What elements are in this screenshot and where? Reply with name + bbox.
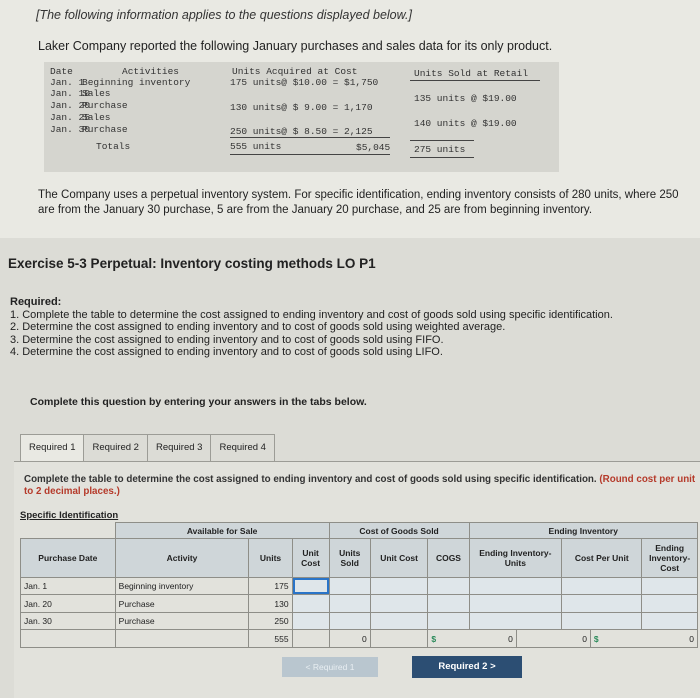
perpetual-description: The Company uses a perpetual inventory system. For specific identification, ending inventory consists of 280 units, where 250 are from the January 30 purchase, 5 are from the January 20 purchase, and 25 are from beginning inventory. xyxy=(38,189,679,216)
purchase-date: Jan. 1 xyxy=(21,577,116,595)
prev-button[interactable]: < Required 1 xyxy=(282,657,378,677)
total-ending-cost: 0 xyxy=(642,630,698,648)
col-header-activities: Activities xyxy=(122,66,180,77)
tab-required-1[interactable]: Required 1 xyxy=(20,434,84,462)
panel-instruction xyxy=(24,474,700,498)
header-cost-per-unit: Cost Per Unit xyxy=(562,539,642,578)
header-unit-cost: Unit Cost xyxy=(292,539,329,578)
header-activity: Activity xyxy=(115,539,249,578)
row-date: Jan. 30 xyxy=(50,124,90,135)
required-list xyxy=(10,296,613,359)
row-activity: Purchase xyxy=(82,100,128,111)
exercise-title: Exercise 5-3 Perpetual: Inventory costing methods LO P1 xyxy=(8,256,376,271)
unit-cost-sold-input[interactable] xyxy=(370,612,428,630)
required-item: 2. Determine the cost assigned to ending inventory and to cost of goods sold using weighted average. xyxy=(10,321,506,333)
row-acquired: 130 units@ $ 9.00 = 1,170 xyxy=(230,102,373,113)
col-header-date: Date xyxy=(50,66,73,77)
row-acquired: 250 units@ $ 8.50 = 2,125 xyxy=(230,126,373,137)
cogs-input[interactable] xyxy=(428,595,469,613)
cost-per-unit-input[interactable] xyxy=(562,577,642,595)
tab-required-3[interactable]: Required 3 xyxy=(147,434,211,462)
header-units: Units xyxy=(249,539,292,578)
group-header-ending: Ending Inventory xyxy=(469,523,697,539)
totals-cost: $5,045 xyxy=(356,142,391,153)
row-acquired: 175 units@ $10.00 = $1,750 xyxy=(230,77,379,88)
purchases-sales-table xyxy=(44,62,559,172)
next-button[interactable]: Required 2 > xyxy=(412,656,522,678)
row-date: Jan. 10 xyxy=(50,88,90,99)
unit-cost-input[interactable] xyxy=(292,595,329,613)
table-row xyxy=(21,595,698,613)
row-activity: Sales xyxy=(82,88,111,99)
purchase-date: Jan. 30 xyxy=(21,612,116,630)
col-header-sold: Units Sold at Retail xyxy=(414,68,529,79)
ending-cost-input[interactable] xyxy=(642,595,698,613)
cogs-currency: $ xyxy=(431,633,437,644)
required-heading: Required: xyxy=(10,296,62,308)
tab-required-2[interactable]: Required 2 xyxy=(83,434,147,462)
cogs-input[interactable] xyxy=(428,577,469,595)
row-activity: Sales xyxy=(82,112,111,123)
table-row xyxy=(21,577,698,595)
required-item: 4. Determine the cost assigned to ending inventory and to cost of goods sold using LIFO. xyxy=(10,346,443,358)
ending-currency: $ xyxy=(593,633,599,644)
purchase-date: Jan. 20 xyxy=(21,595,116,613)
required-tabs xyxy=(20,434,274,462)
total-cogs: 0 xyxy=(469,630,516,648)
ending-units-input[interactable] xyxy=(469,577,562,595)
required-item: 3. Determine the cost assigned to ending inventory and to cost of goods sold using FIFO. xyxy=(10,333,444,346)
totals-row xyxy=(21,630,698,648)
header-unit-cost-2: Unit Cost xyxy=(370,539,428,578)
units-sold-input[interactable] xyxy=(329,612,370,630)
units-sold-input[interactable] xyxy=(329,595,370,613)
header-ending-cost: Ending Inventory- Cost xyxy=(642,539,698,578)
header-cogs: COGS xyxy=(428,539,469,578)
group-header-available: Available for Sale xyxy=(115,523,329,539)
activity: Purchase xyxy=(115,595,249,613)
row-date: Jan. 20 xyxy=(50,100,90,111)
totals-sold: 275 units xyxy=(414,144,466,155)
total-units: 555 xyxy=(249,630,292,648)
group-header-cogs: Cost of Goods Sold xyxy=(329,523,469,539)
rounding-note: (Round cost per unit to 2 decimal places.) xyxy=(24,474,696,497)
row-date: Jan. 1 xyxy=(50,77,85,88)
cogs-input[interactable] xyxy=(428,612,469,630)
totals-units: 555 units xyxy=(230,141,282,152)
col-header-acquired: Units Acquired at Cost xyxy=(232,66,358,77)
required-item: 1. Complete the table to determine the cost assigned to ending inventory and cost of goods sold using specific identification. xyxy=(10,308,613,321)
ending-cost-input[interactable] xyxy=(642,577,698,595)
ending-units-input[interactable] xyxy=(469,612,562,630)
section-label: Specific Identification xyxy=(20,510,119,521)
ending-units-input[interactable] xyxy=(469,595,562,613)
totals-label: Totals xyxy=(96,141,131,152)
tab-required-4[interactable]: Required 4 xyxy=(210,434,274,462)
header-ending-units: Ending Inventory- Units xyxy=(469,539,562,578)
cost-per-unit-input[interactable] xyxy=(562,612,642,630)
intro-text: Laker Company reported the following January purchases and sales data for its only product. xyxy=(38,39,553,53)
specific-identification-table xyxy=(20,522,698,648)
table-row xyxy=(21,612,698,630)
units-value: 130 xyxy=(249,595,292,613)
total-units-sold: 0 xyxy=(329,630,370,648)
unit-cost-input[interactable] xyxy=(292,612,329,630)
header-purchase-date: Purchase Date xyxy=(21,539,116,578)
unit-cost-input[interactable] xyxy=(292,577,329,595)
unit-cost-sold-input[interactable] xyxy=(370,595,428,613)
row-sold: 135 units @ $19.00 xyxy=(414,93,517,104)
units-value: 175 xyxy=(249,577,292,595)
cost-per-unit-input[interactable] xyxy=(562,595,642,613)
intro-note: [The following information applies to the questions displayed below.] xyxy=(36,8,412,22)
activity: Purchase xyxy=(115,612,249,630)
units-value: 250 xyxy=(249,612,292,630)
panel-instruction-text: Complete the table to determine the cost assigned to ending inventory and cost of goods sold using specific identification. xyxy=(24,474,597,485)
total-ending-units: 0 xyxy=(516,630,590,648)
activity: Beginning inventory xyxy=(115,577,249,595)
row-sold: 140 units @ $19.00 xyxy=(414,118,517,129)
row-activity: Beginning inventory xyxy=(82,77,191,88)
row-activity: Purchase xyxy=(82,124,128,135)
ending-cost-input[interactable] xyxy=(642,612,698,630)
row-date: Jan. 25 xyxy=(50,112,90,123)
tabs-instruction: Complete this question by entering your answers in the tabs below. xyxy=(30,396,367,408)
units-sold-input[interactable] xyxy=(329,577,370,595)
header-units-sold: Units Sold xyxy=(329,539,370,578)
unit-cost-sold-input[interactable] xyxy=(370,577,428,595)
